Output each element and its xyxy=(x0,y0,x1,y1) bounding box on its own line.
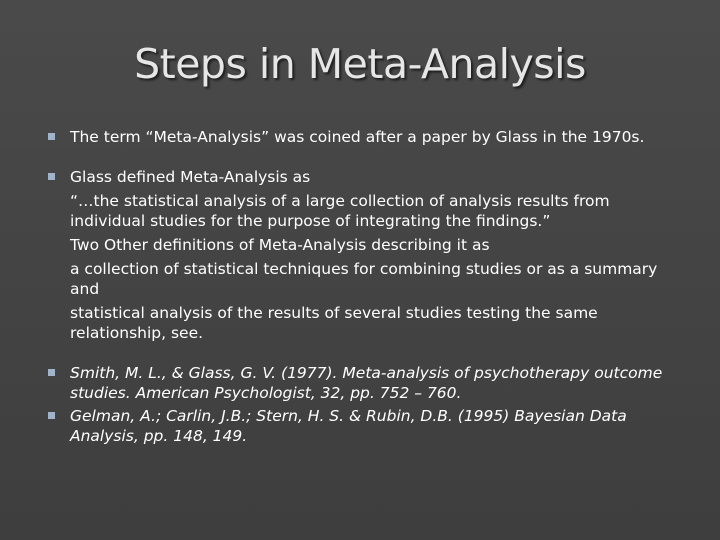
reference-text: Smith, M. L., & Glass, G. V. (1977). Meta-analysis of psychotherapy outcome studies. American Psychologist, 32, pp. 752 – 760. xyxy=(70,364,663,402)
bullet-item-reference-1 xyxy=(48,363,688,403)
sub-line-statistical: statistical analysis of the results of several studies testing the same relationship, see. xyxy=(70,304,598,342)
sub-line-collection: a collection of statistical techniques for combining studies or as a summary and xyxy=(70,260,658,298)
slide-content xyxy=(48,127,688,446)
bullet-item-2 xyxy=(48,167,688,187)
bullet-text: Glass defined Meta-Analysis as xyxy=(70,168,311,186)
slide-title: Steps in Meta-Analysis xyxy=(134,40,586,88)
square-bullet-icon xyxy=(48,133,55,140)
bullet-text: The term “Meta-Analysis” was coined after a paper by Glass in the 1970s. xyxy=(70,128,645,146)
reference-text: Gelman, A.; Carlin, J.B.; Stern, H. S. & Rubin, D.B. (1995) Bayesian Data Analysis, pp. 148, 149. xyxy=(70,407,627,445)
bullet-item-reference-2 xyxy=(48,406,688,446)
square-bullet-icon xyxy=(48,412,55,419)
sub-line-quote: “…the statistical analysis of a large collection of analysis results from individual studies for the purpose of integrating the findings.” xyxy=(70,192,610,230)
square-bullet-icon xyxy=(48,369,55,376)
bullet-item-1 xyxy=(48,127,688,147)
sub-line-definitions: Two Other definitions of Meta-Analysis describing it as xyxy=(70,236,490,254)
square-bullet-icon xyxy=(48,173,55,180)
